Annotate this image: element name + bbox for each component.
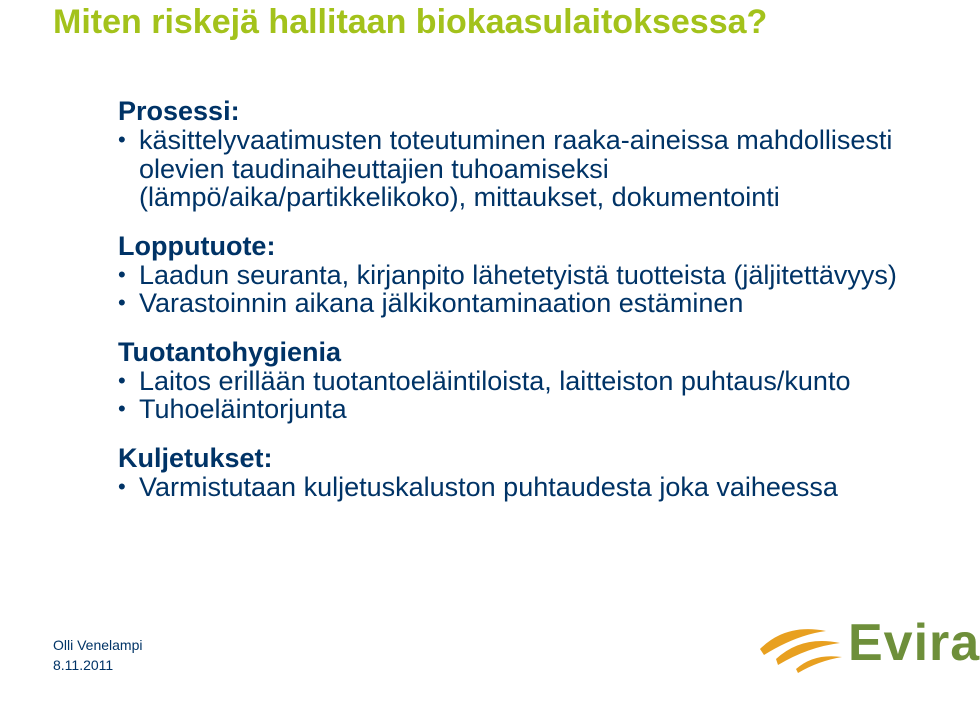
bullet-item xyxy=(118,395,918,424)
bullet-icon: • xyxy=(118,473,126,499)
slide-footer xyxy=(53,635,143,675)
bullet-icon: • xyxy=(118,367,126,393)
bullet-icon: • xyxy=(118,396,126,421)
bullet-text: Varmistutaan kuljetuskaluston puhtaudesta joka vaiheessa xyxy=(139,471,838,502)
bullet-list xyxy=(118,126,918,212)
bullet-text: käsittelyvaatimusten toteutuminen raaka-aineissa mahdollisesti olevien taudinaiheuttajien tuhoamiseksi (lämpö/aika/partikkelikoko), mittaukset, dokumentointi xyxy=(139,125,893,212)
section-heading: Tuotantohygienia xyxy=(118,336,341,367)
slide-content xyxy=(118,96,918,520)
bullet-icon: • xyxy=(118,127,126,152)
section-lopputuote xyxy=(118,231,918,318)
section-heading: Lopputuote: xyxy=(118,230,276,261)
bullet-list xyxy=(118,367,918,424)
bullet-list xyxy=(118,473,918,502)
evira-logo xyxy=(756,605,980,675)
bullet-text: Laitos erillään tuotantoeläintiloista, laitteiston puhtaus/kunto xyxy=(139,365,851,396)
bullet-text: Tuhoeläintorjunta xyxy=(139,394,347,424)
section-kuljetukset xyxy=(118,443,918,502)
section-tuotantohygienia xyxy=(118,337,918,424)
evira-leaf-logo-icon xyxy=(756,609,846,675)
bullet-item xyxy=(118,261,918,290)
section-heading: Kuljetukset: xyxy=(118,442,273,473)
logo-text: Evira xyxy=(848,614,980,672)
bullet-icon: • xyxy=(118,261,126,287)
bullet-item xyxy=(118,289,918,318)
bullet-item xyxy=(118,126,918,212)
bullet-icon: • xyxy=(118,290,126,315)
section-prosessi xyxy=(118,96,918,212)
footer-date: 8.11.2011 xyxy=(53,657,114,673)
section-heading: Prosessi: xyxy=(118,96,240,126)
bullet-item xyxy=(118,473,918,502)
slide-title: Miten riskejä hallitaan biokaasulaitoksessa? xyxy=(53,3,768,41)
footer-author: Olli Venelampi xyxy=(53,637,143,653)
bullet-list xyxy=(118,261,918,318)
bullet-item xyxy=(118,367,918,396)
bullet-text: Laadun seuranta, kirjanpito lähetetyistä tuotteista (jäljitettävyys) xyxy=(139,259,897,290)
bullet-text: Varastoinnin aikana jälkikontaminaation estäminen xyxy=(139,288,744,318)
